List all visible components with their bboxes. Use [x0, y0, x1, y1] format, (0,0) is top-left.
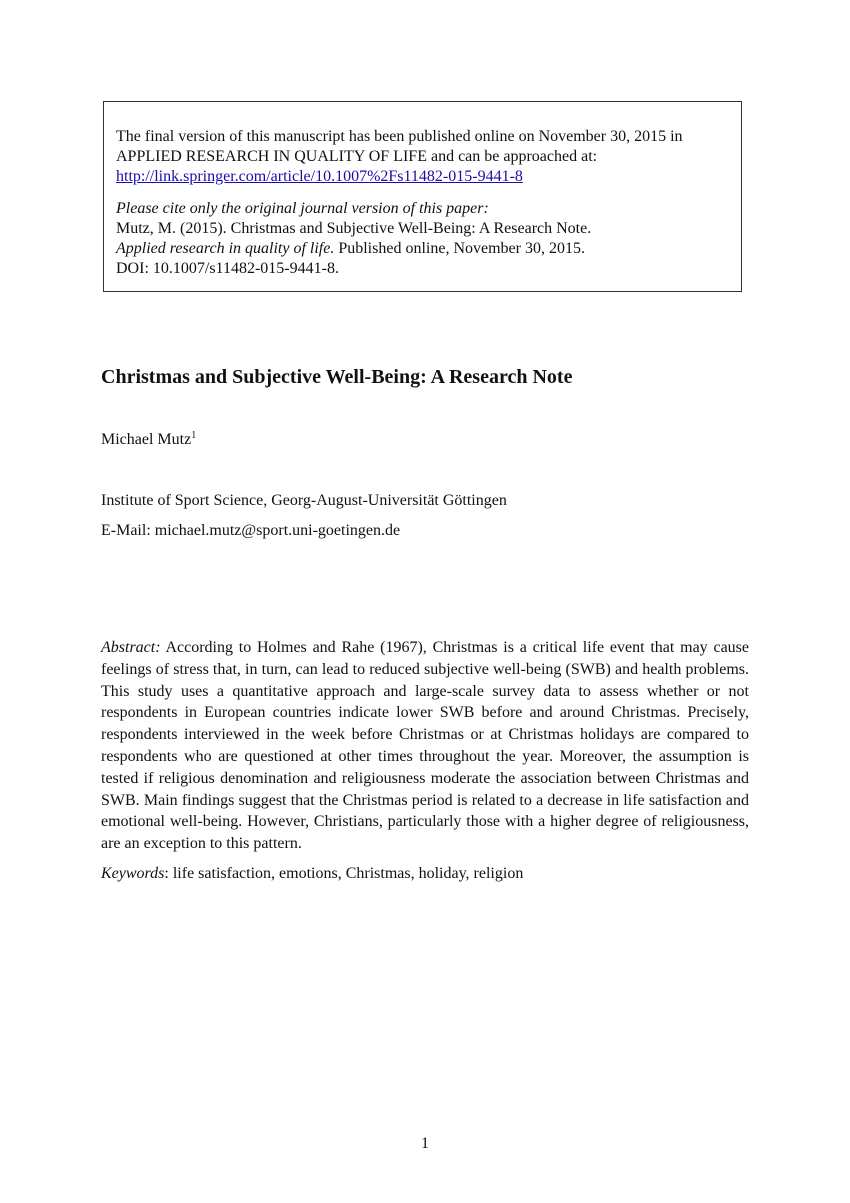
paper-title: Christmas and Subjective Well-Being: A Research Note [101, 366, 573, 388]
abstract-label: Abstract: [101, 639, 161, 656]
citation-block [116, 199, 729, 279]
keywords [101, 863, 749, 885]
cite-instruction: Please cite only the original journal version of this paper: [116, 200, 489, 217]
keywords-label: Keywords [101, 865, 165, 882]
published-line: The final version of this manuscript has been published online on November 30, 2015 in APPLIED RESEARCH IN QUALITY OF LIFE and can be approached at: [116, 128, 683, 165]
doi-text: DOI: 10.1007/s11482-015-9441-8. [116, 260, 339, 277]
spacer [116, 187, 729, 199]
author-line [101, 430, 196, 450]
publication-notice-box [103, 101, 742, 292]
author-name: Michael Mutz [101, 431, 192, 448]
citation-text: Mutz, M. (2015). Christmas and Subjective Well-Being: A Research Note. [116, 220, 592, 237]
abstract-text: According to Holmes and Rahe (1967), Christmas is a critical life event that may cause feelings of stress that, in turn, can lead to reduced subjective well-being (SWB) and health problems. This study uses a quantitative approach and large-scale survey data to assess whether or not respondents in European countries indicate lower SWB before and around Christmas. Precisely, respondents interviewed in the week before Christmas or at Christmas holidays are compared to respondents who are questioned at other times throughout the year. Moreover, the assumption is tested if religious denomination and religiousness moderate the association between Christmas and SWB. Main findings suggest that the Christmas period is related to a decrease in life satisfaction and emotional well-being. However, Christians, particularly those with a higher degree of religiousness, are an exception to this pattern. [101, 639, 749, 853]
abstract [101, 637, 749, 855]
email-address: E-Mail: michael.mutz@sport.uni-goetingen.de [101, 522, 401, 539]
article-link[interactable]: http://link.springer.com/article/10.1007%2Fs11482-015-9441-8 [116, 168, 523, 185]
keywords-text: : life satisfaction, emotions, Christmas, holiday, religion [164, 865, 524, 882]
page-number: 1 [421, 1135, 429, 1152]
affiliation: Institute of Sport Science, Georg-August-Universität Göttingen [101, 492, 507, 509]
published-date: Published online, November 30, 2015. [334, 240, 585, 257]
footnote-mark: 1 [191, 430, 197, 441]
journal-name: Applied research in quality of life. [116, 240, 335, 257]
publication-notice-text [116, 127, 729, 187]
